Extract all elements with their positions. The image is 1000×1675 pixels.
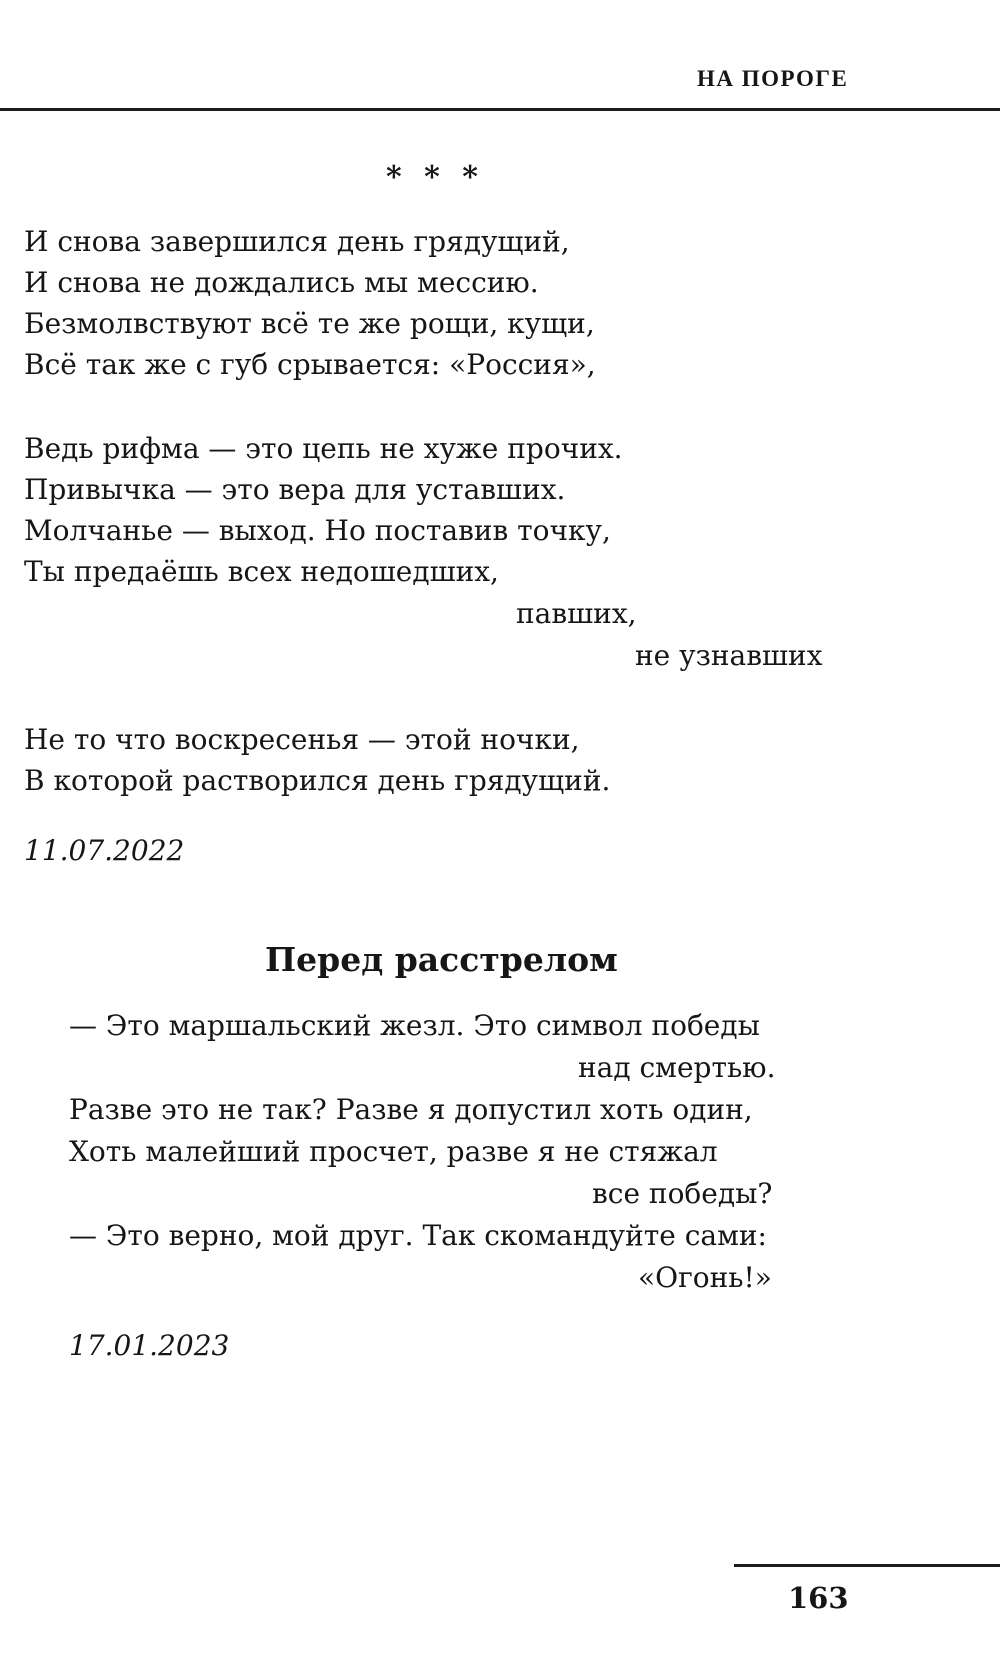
poem-line: — Это маршальский жезл. Это символ победы xyxy=(69,1009,760,1042)
poem-line: Безмолвствуют всё те же рощи, кущи, xyxy=(24,307,595,340)
poem-separator: * * * xyxy=(386,160,484,195)
poem-line: Молчанье — выход. Но поставив точку, xyxy=(24,514,611,547)
poem-line: — Это верно, мой друг. Так скомандуйте сами: xyxy=(69,1219,767,1252)
poem-line: Всё так же с губ срывается: «Россия», xyxy=(24,348,596,381)
poem-line: Ты предаёшь всех недошедших, xyxy=(24,555,499,588)
page-number: 163 xyxy=(788,1581,849,1615)
poem-line: над смертью. xyxy=(578,1051,776,1084)
poem-date: 17.01.2023 xyxy=(69,1329,230,1362)
poem-line: В которой растворился день грядущий. xyxy=(24,764,611,797)
poem-title: Перед расстрелом xyxy=(265,940,618,979)
footer-rule xyxy=(734,1564,1000,1567)
poem-line: Хоть малейший просчет, разве я не стяжал xyxy=(69,1135,718,1168)
poem-line: Разве это не так? Разве я допустил хоть один, xyxy=(69,1093,753,1126)
poem-line: И снова не дождались мы мессию. xyxy=(24,266,539,299)
running-header-title: НА ПОРОГЕ xyxy=(697,66,849,91)
header-rule xyxy=(0,108,1000,111)
poem-line: не узнавших xyxy=(635,639,823,672)
poem-line: Привычка — это вера для уставших. xyxy=(24,473,566,506)
poem-line: Ведь рифма — это цепь не хуже прочих. xyxy=(24,432,623,465)
poem-line: павших, xyxy=(516,597,637,630)
poem-line: И снова завершился день грядущий, xyxy=(24,225,570,258)
poem-line: «Огонь!» xyxy=(638,1261,772,1294)
poem-line: Не то что воскресенья — этой ночки, xyxy=(24,723,580,756)
poem-line: все победы? xyxy=(592,1177,773,1210)
poem-date: 11.07.2022 xyxy=(24,834,185,867)
